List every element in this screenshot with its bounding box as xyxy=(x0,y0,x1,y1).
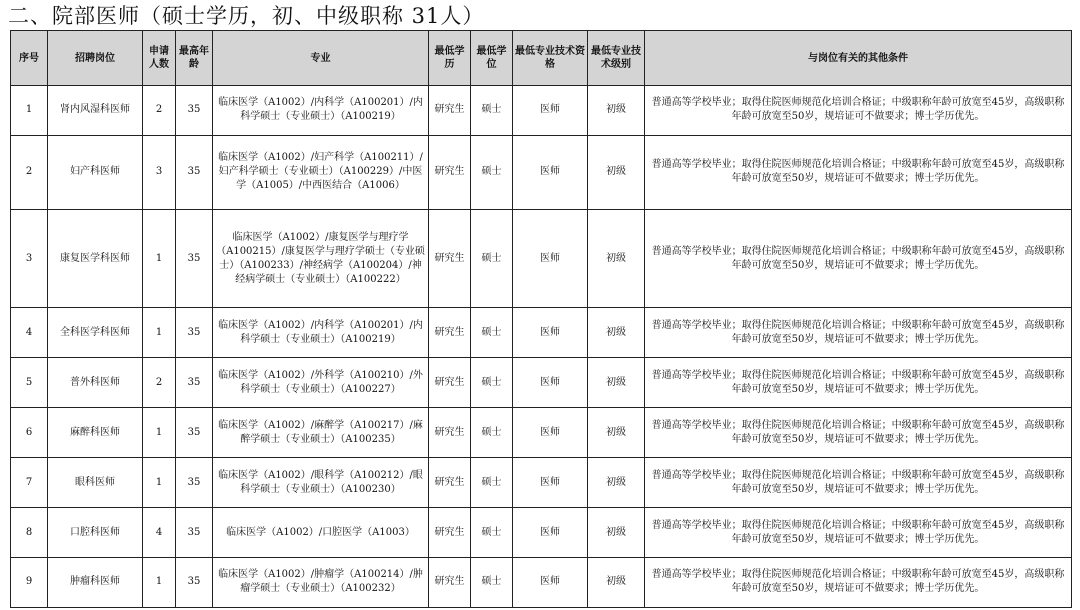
cell-major: 临床医学（A1002）/外科学（A100210）/外科学硕士（专业硕士）（A100227） xyxy=(213,358,429,408)
table-row xyxy=(11,210,1072,308)
header-post: 招聘岗位 xyxy=(48,31,143,86)
table-body xyxy=(11,86,1072,608)
cell-major: 临床医学（A1002）/妇产科学（A100211）/妇产科学硕士（专业硕士）（A100229）/中医学（A1005）/中西医结合（A1006） xyxy=(213,135,429,209)
cell-degree: 硕士 xyxy=(471,408,513,458)
header-level: 最低专业技术级别 xyxy=(588,31,645,86)
cell-age: 35 xyxy=(176,358,213,408)
cell-edu: 研究生 xyxy=(429,458,471,508)
cell-degree: 硕士 xyxy=(471,508,513,558)
cell-level: 初级 xyxy=(588,135,645,209)
cell-level: 初级 xyxy=(588,86,645,136)
cell-cond: 普通高等学校毕业；取得住院医师规范化培训合格证；中级职称年龄可放宽至45岁，高级职称年龄可放宽至50岁，规培证可不做要求；博士学历优先。 xyxy=(645,308,1072,358)
header-seq: 序号 xyxy=(11,31,48,86)
table-row xyxy=(11,308,1072,358)
recruitment-table xyxy=(10,30,1072,608)
cell-qual: 医师 xyxy=(513,86,588,136)
cell-degree: 硕士 xyxy=(471,557,513,607)
cell-seq: 9 xyxy=(11,557,48,607)
cell-edu: 研究生 xyxy=(429,86,471,136)
header-age: 最高年龄 xyxy=(176,31,213,86)
page-title: 二、院部医师（硕士学历，初、中级职称 31人） xyxy=(8,4,485,28)
cell-cond: 普通高等学校毕业；取得住院医师规范化培训合格证；中级职称年龄可放宽至45岁，高级职称年龄可放宽至50岁，规培证可不做要求；博士学历优先。 xyxy=(645,557,1072,607)
cell-cond: 普通高等学校毕业；取得住院医师规范化培训合格证；中级职称年龄可放宽至45岁，高级职称年龄可放宽至50岁，规培证可不做要求；博士学历优先。 xyxy=(645,86,1072,136)
cell-level: 初级 xyxy=(588,458,645,508)
cell-age: 35 xyxy=(176,135,213,209)
cell-major: 临床医学（A1002）/内科学（A100201）/内科学硕士（专业硕士）（A100219） xyxy=(213,308,429,358)
cell-count: 2 xyxy=(143,358,176,408)
cell-seq: 1 xyxy=(11,86,48,136)
cell-degree: 硕士 xyxy=(471,308,513,358)
cell-count: 1 xyxy=(143,210,176,308)
cell-edu: 研究生 xyxy=(429,135,471,209)
cell-age: 35 xyxy=(176,458,213,508)
cell-qual: 医师 xyxy=(513,358,588,408)
cell-cond: 普通高等学校毕业；取得住院医师规范化培训合格证；中级职称年龄可放宽至45岁，高级职称年龄可放宽至50岁，规培证可不做要求；博士学历优先。 xyxy=(645,408,1072,458)
cell-seq: 5 xyxy=(11,358,48,408)
table-row xyxy=(11,358,1072,408)
cell-qual: 医师 xyxy=(513,210,588,308)
cell-cond: 普通高等学校毕业；取得住院医师规范化培训合格证；中级职称年龄可放宽至45岁，高级职称年龄可放宽至50岁，规培证可不做要求；博士学历优先。 xyxy=(645,210,1072,308)
cell-edu: 研究生 xyxy=(429,408,471,458)
cell-age: 35 xyxy=(176,308,213,358)
cell-seq: 7 xyxy=(11,458,48,508)
cell-post: 康复医学科医师 xyxy=(48,210,143,308)
cell-post: 肾内风湿科医师 xyxy=(48,86,143,136)
header-major: 专业 xyxy=(213,31,429,86)
cell-cond: 普通高等学校毕业；取得住院医师规范化培训合格证；中级职称年龄可放宽至45岁，高级职称年龄可放宽至50岁，规培证可不做要求；博士学历优先。 xyxy=(645,458,1072,508)
cell-edu: 研究生 xyxy=(429,557,471,607)
cell-level: 初级 xyxy=(588,408,645,458)
cell-count: 4 xyxy=(143,508,176,558)
cell-post: 全科医学科医师 xyxy=(48,308,143,358)
cell-major: 临床医学（A1002）/内科学（A100201）/内科学硕士（专业硕士）（A100219） xyxy=(213,86,429,136)
cell-qual: 医师 xyxy=(513,557,588,607)
cell-count: 1 xyxy=(143,408,176,458)
cell-major: 临床医学（A1002）/口腔医学（A1003） xyxy=(213,508,429,558)
cell-seq: 8 xyxy=(11,508,48,558)
cell-degree: 硕士 xyxy=(471,210,513,308)
cell-post: 口腔科医师 xyxy=(48,508,143,558)
cell-count: 1 xyxy=(143,308,176,358)
cell-level: 初级 xyxy=(588,557,645,607)
cell-age: 35 xyxy=(176,210,213,308)
cell-degree: 硕士 xyxy=(471,135,513,209)
cell-qual: 医师 xyxy=(513,308,588,358)
cell-edu: 研究生 xyxy=(429,210,471,308)
cell-edu: 研究生 xyxy=(429,308,471,358)
cell-age: 35 xyxy=(176,557,213,607)
table-header-row xyxy=(11,31,1072,86)
cell-edu: 研究生 xyxy=(429,358,471,408)
cell-post: 麻醉科医师 xyxy=(48,408,143,458)
cell-level: 初级 xyxy=(588,508,645,558)
cell-level: 初级 xyxy=(588,210,645,308)
cell-cond: 普通高等学校毕业；取得住院医师规范化培训合格证；中级职称年龄可放宽至45岁，高级职称年龄可放宽至50岁，规培证可不做要求；博士学历优先。 xyxy=(645,358,1072,408)
cell-degree: 硕士 xyxy=(471,358,513,408)
cell-post: 肿瘤科医师 xyxy=(48,557,143,607)
cell-post: 普外科医师 xyxy=(48,358,143,408)
cell-age: 35 xyxy=(176,408,213,458)
cell-degree: 硕士 xyxy=(471,458,513,508)
header-edu: 最低学历 xyxy=(429,31,471,86)
header-count: 申请人数 xyxy=(143,31,176,86)
cell-cond: 普通高等学校毕业；取得住院医师规范化培训合格证；中级职称年龄可放宽至45岁，高级职称年龄可放宽至50岁，规培证可不做要求；博士学历优先。 xyxy=(645,135,1072,209)
cell-major: 临床医学（A1002）/眼科学（A100212）/眼科学硕士（专业硕士）（A100230） xyxy=(213,458,429,508)
table-row xyxy=(11,86,1072,136)
cell-qual: 医师 xyxy=(513,458,588,508)
cell-seq: 4 xyxy=(11,308,48,358)
cell-count: 1 xyxy=(143,557,176,607)
cell-qual: 医师 xyxy=(513,508,588,558)
header-cond: 与岗位有关的其他条件 xyxy=(645,31,1072,86)
cell-qual: 医师 xyxy=(513,135,588,209)
table-row xyxy=(11,557,1072,607)
cell-age: 35 xyxy=(176,86,213,136)
cell-seq: 2 xyxy=(11,135,48,209)
cell-major: 临床医学（A1002）/麻醉学（A100217）/麻醉学硕士（专业硕士）（A100235） xyxy=(213,408,429,458)
table-row xyxy=(11,458,1072,508)
cell-major: 临床医学（A1002）/康复医学与理疗学（A100215）/康复医学与理疗学硕士（专业硕士）（A100233）/神经病学（A100204）/神经病学硕士（专业硕士）（A100222） xyxy=(213,210,429,308)
table-row xyxy=(11,408,1072,458)
cell-age: 35 xyxy=(176,508,213,558)
cell-count: 1 xyxy=(143,458,176,508)
table-row xyxy=(11,508,1072,558)
cell-cond: 普通高等学校毕业；取得住院医师规范化培训合格证；中级职称年龄可放宽至45岁，高级职称年龄可放宽至50岁，规培证可不做要求；博士学历优先。 xyxy=(645,508,1072,558)
cell-level: 初级 xyxy=(588,358,645,408)
cell-qual: 医师 xyxy=(513,408,588,458)
cell-post: 眼科医师 xyxy=(48,458,143,508)
cell-count: 3 xyxy=(143,135,176,209)
table-row xyxy=(11,135,1072,209)
header-degree: 最低学位 xyxy=(471,31,513,86)
cell-count: 2 xyxy=(143,86,176,136)
cell-post: 妇产科医师 xyxy=(48,135,143,209)
cell-level: 初级 xyxy=(588,308,645,358)
cell-edu: 研究生 xyxy=(429,508,471,558)
cell-major: 临床医学（A1002）/肿瘤学（A100214）/肿瘤学硕士（专业硕士）（A100232） xyxy=(213,557,429,607)
cell-seq: 3 xyxy=(11,210,48,308)
cell-seq: 6 xyxy=(11,408,48,458)
header-qual: 最低专业技术资格 xyxy=(513,31,588,86)
cell-degree: 硕士 xyxy=(471,86,513,136)
